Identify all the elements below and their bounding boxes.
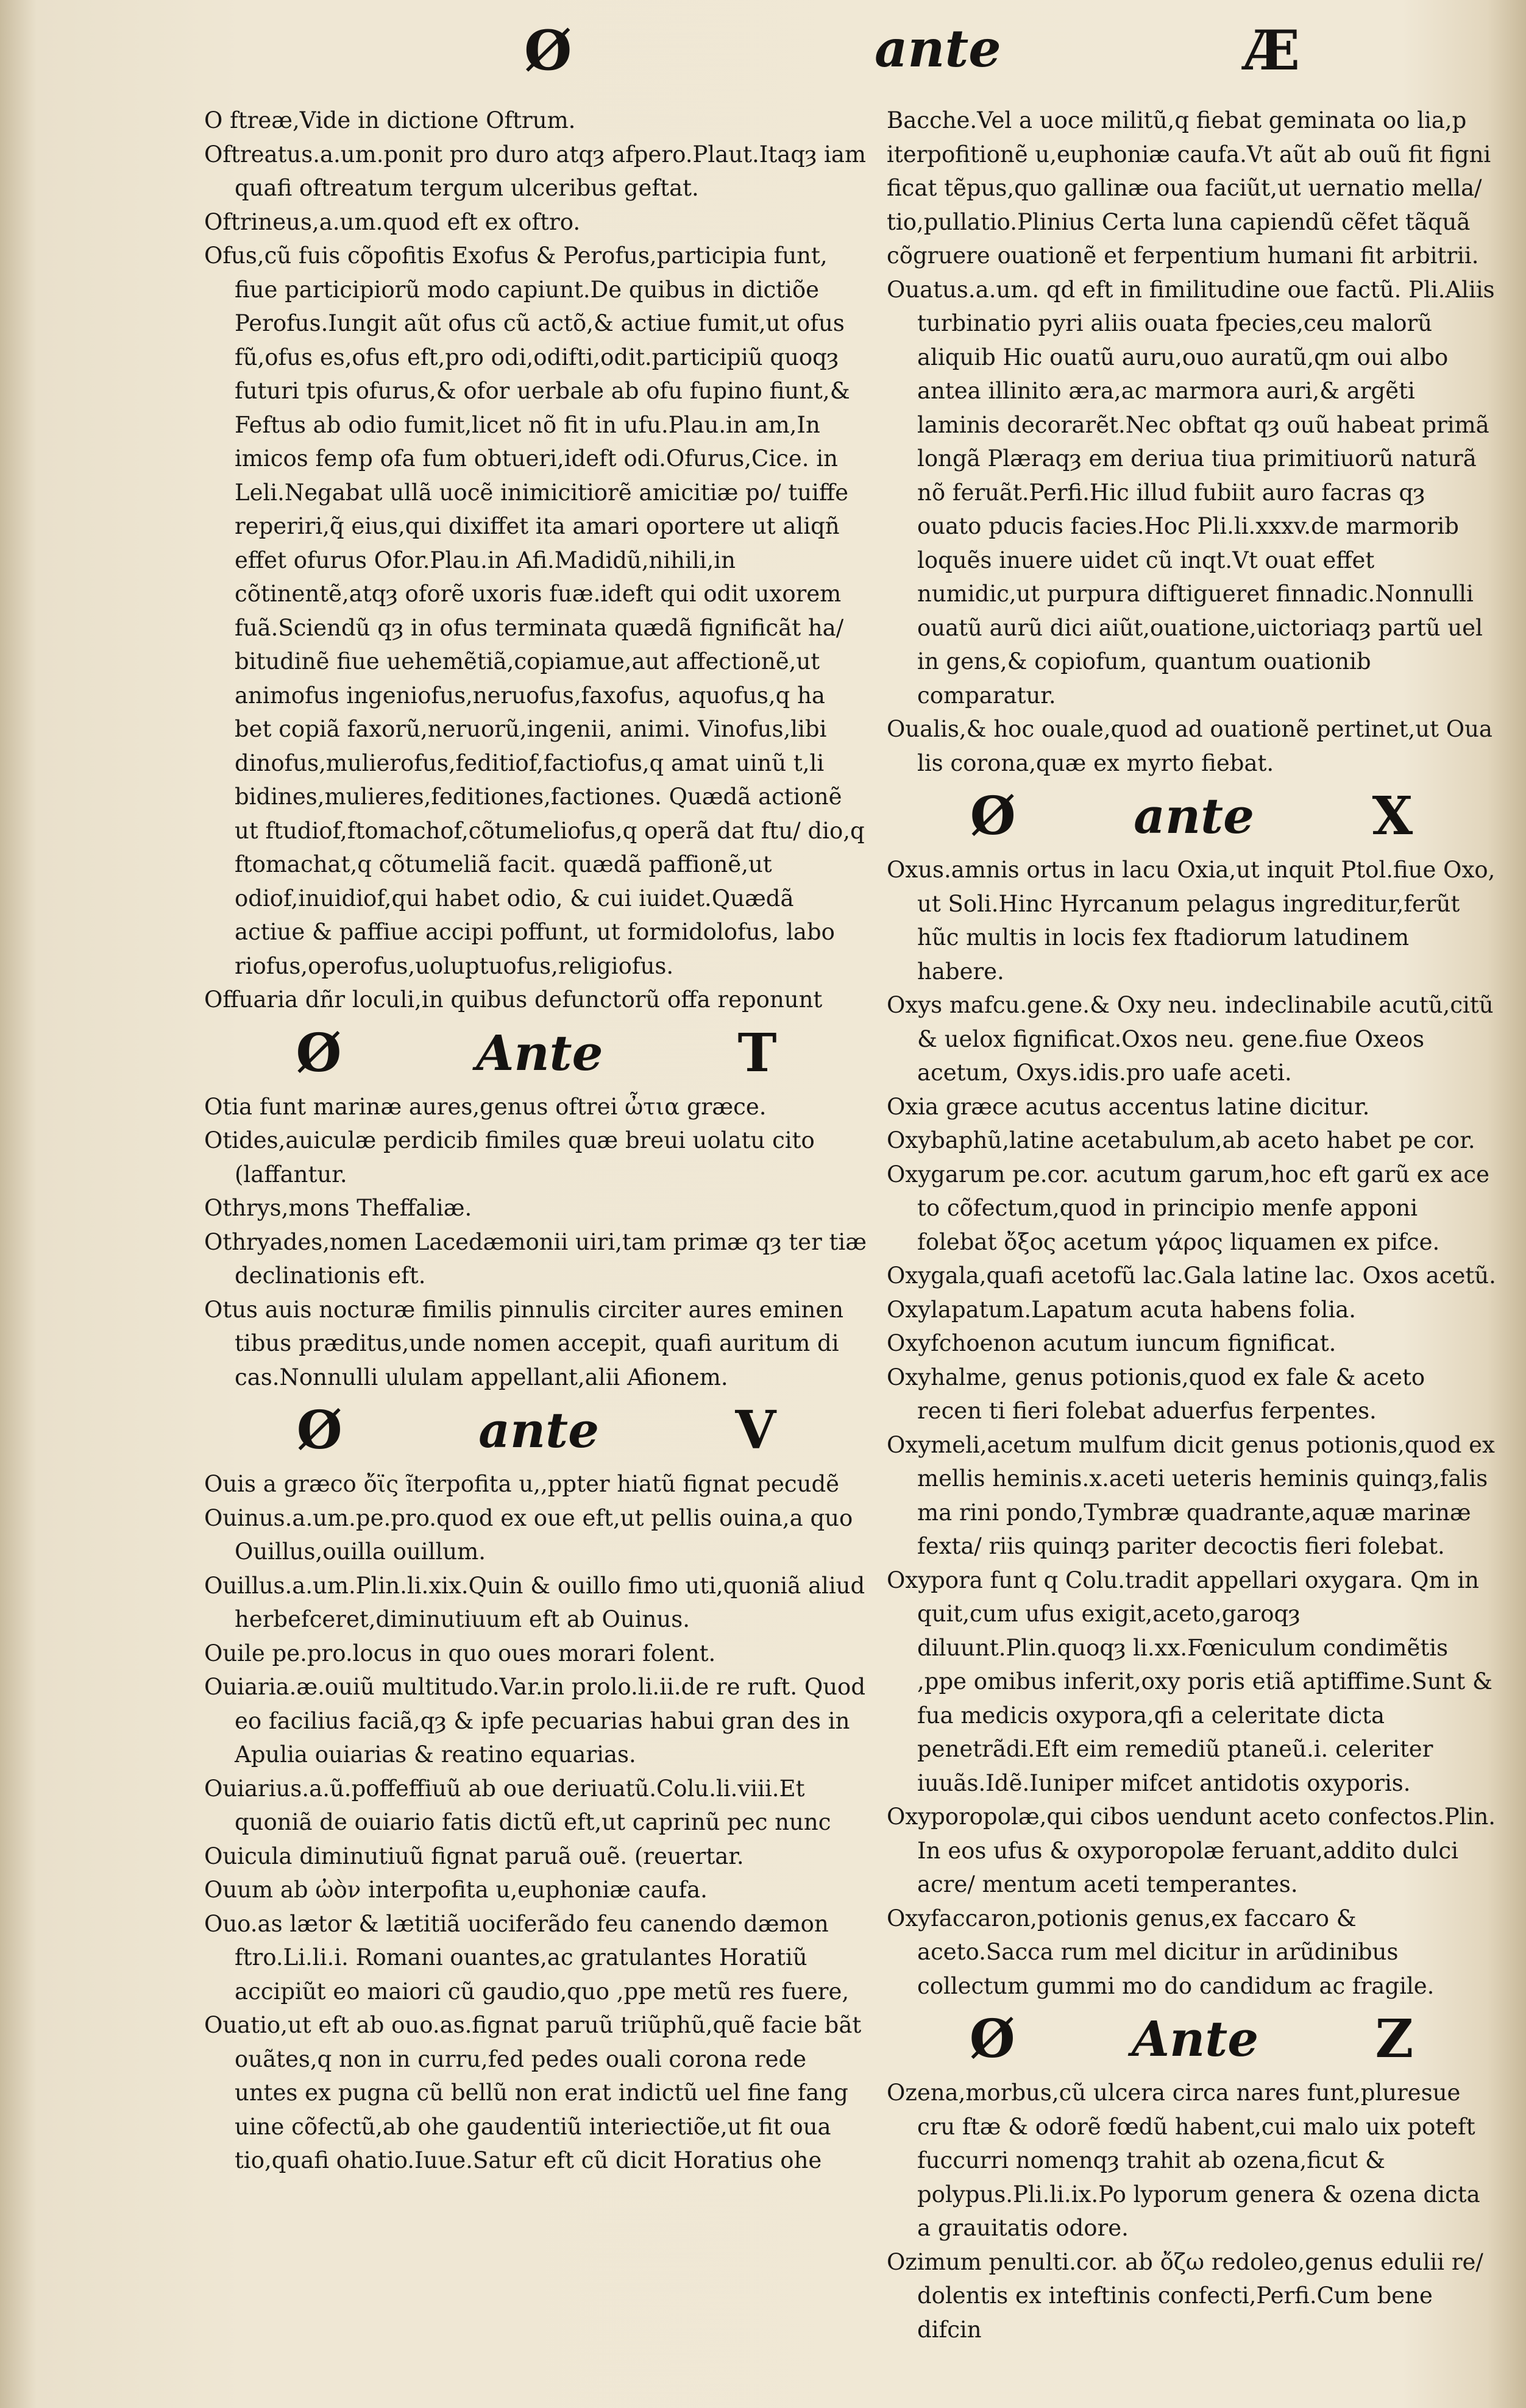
section-letter: Ø — [970, 785, 1016, 848]
section-letter: Ø — [969, 2008, 1015, 2070]
section-letter: Ø — [296, 1400, 342, 1462]
entry-text: Othryades,nomen Lacedæmonii uiri,tam primæ qȝ ter tiæ declinationis eft. — [204, 1228, 867, 1289]
entry-text: Ouinus.a.um.pe.pro.quod ex oue eft,ut pellis ouina,a quo Ouillus,ouilla ouillum. — [204, 1504, 853, 1565]
entry-text: Ouiarius.a.ũ.poffeffiuũ ab oue deriuatũ.Colu.li.viii.Et quoniã de ouiario fatis dictũ eft,ut caprinũ pec nunc — [204, 1775, 831, 1835]
entry-text: Ofus,cũ fuis cõpofitis Exofus & Perofus,participia funt, fiue participiorũ modo capiunt.De quibus in dictiõe Perofus.Iungit aũt ofus cũ actõ,& actiue fumit,ut ofus fũ,ofus es,ofus eft,pro odi,odifti,odit.participiũ quoqȝ futuri tpis ofurus,& ofor uerbale ab ofu fupino fiunt,& Feftus ab odio fumit,licet nõ fit in ufu.Plau.in am,In imicos femp ofa fum obtueri,ideft odi.Ofurus,Cice. in Leli.Negabat ullã uocẽ inimicitiorẽ amicitiæ po/ tuiffe reperiri,q̃ eius,qui dixiffet ita amari oportere ut aliqñ effet ofurus Ofor.Plau.in Afi.Madidũ,nihili,in cõtinentẽ,atqȝ oforẽ uxoris fuæ.ideft qui odit uxorem fuã.Sciendũ qȝ in ofus terminata quædã fignificãt ha/ bitudinẽ fiue uehemẽtiã,copiamue,aut affectionẽ,ut animofus ingeniofus,neruofus,faxofus, aquofus,q ha bet copiã faxorũ,neruorũ,ingenii, animi. Vinofus,libi dinofus,mulierofus,feditiof,factiofus,q amat uinũ t,li bidines,mulieres,feditiones,factiones. Quædã actionẽ ut ftudiof,ftomachof,cõtumeliofus,q operã dat ftu/ dio,q ftomachat,q cõtumeliã facit. quædã paffionẽ,ut odiof,inuidiof,qui habet odio, & cui iuidet.Quædã actiue & paffiue accipi poffunt, ut formidolofus, labo riofus,operofus,uoluptuofus,religiofus. — [204, 243, 865, 979]
entry-text: Oxyfaccaron,potionis genus,ex faccaro & aceto.Sacca rum mel dicitur in arũdinibus collectum gummi mo do candidum ac fragile. — [887, 1905, 1435, 1999]
entry-text: Oxygala,quafi acetofũ lac.Gala latine lac. Oxos acetũ. — [887, 1262, 1496, 1289]
header-center-word: ante — [875, 18, 1001, 79]
section-heading-oz — [887, 2003, 1496, 2076]
entry-text: Ozena,morbus,cũ ulcera circa nares funt,pluresue cru ftæ & odorẽ fœdũ habent,cui malo uix poteft fuccurri nomenqȝ trahit ab ozena,ficut & polypus.Pli.li.ix.Po lyporum genera & ozena dicta a grauitatis odore. — [887, 2080, 1480, 2241]
entry-text: Oxyfchoenon acutum iuncum fignificat. — [887, 1330, 1336, 1356]
entry-text: Oxyhalme, genus potionis,quod ex fale & aceto recen ti fieri folebat aduerfus ferpentes. — [887, 1364, 1425, 1424]
entry-text: O ftreæ,Vide in dictione Oftrum. — [204, 107, 576, 133]
entry-text: Ouum ab ὠὸν interpofita u,euphoniæ caufa. — [204, 1877, 708, 1903]
entry-text: Oxypora funt q Colu.tradit appellari oxygara. Qm in quit,cum ufus exigit,aceto,garoqȝ diluunt.Plin.quoqȝ li.xx.Fœniculum condimẽtis ,ppe omibus inferit,oxy poris etiã aptiffime.Sunt & fua medicis oxypora,qfi a celeritate dicta penetrãdi.Eft eim remediũ ptaneũ.i. celeriter iuuãs.Idẽ.Iuniper mifcet antidotis oxyporis. — [887, 1567, 1492, 1796]
header-left-glyph: Ø — [524, 18, 572, 83]
section-word: Ante — [476, 1024, 603, 1082]
section-word: Ante — [1132, 2010, 1259, 2068]
header-right-glyph: Æ — [1243, 18, 1301, 83]
entry-text: Offuaria dñr loculi,in quibus defunctorũ offa reponunt — [204, 986, 823, 1013]
left-column — [204, 104, 868, 2178]
right-column — [887, 104, 1496, 2346]
entry-text: Oxyporopolæ,qui cibos uendunt aceto confectos.Plin. In eos ufus & oxyporopolæ feruant,addito dulci acre/ mentum aceti temperantes. — [887, 1804, 1496, 1897]
section-letter: X — [1372, 785, 1413, 848]
section-heading-ou — [204, 1394, 868, 1467]
section-word: ante — [1134, 787, 1254, 845]
section-heading-ot — [204, 1017, 868, 1090]
section-word: ante — [478, 1401, 599, 1459]
entry-text: Ouillus.a.um.Plin.li.xix.Quin & ouillo fimo uti,quoniã aliud herbefceret,diminutiuum eft ab Ouinus. — [204, 1572, 865, 1632]
entry-text: Otia funt marinæ aures,genus oftrei ὦτια græce. — [204, 1093, 767, 1120]
entry-text: Ouicula diminutiuũ fignat paruã ouẽ. (reuertar. — [204, 1843, 744, 1869]
section-letter: Z — [1375, 2008, 1414, 2070]
entry-text: Oxus.amnis ortus in lacu Oxia,ut inquit Ptol.fiue Oxo, ut Soli.Hinc Hyrcanum pelagus ingreditur,ferũt hũc multis in locis fex ftadiorum latudinem habere. — [887, 857, 1496, 985]
entry-text: Oualis,& hoc ouale,quod ad ouationẽ pertinet,ut Oua lis corona,quæ ex myrto fiebat. — [887, 716, 1492, 776]
entry-text: Ouis a græco ὄϊς ĩterpofita u,,ppter hiatũ fignat pecudẽ — [204, 1471, 840, 1497]
entry-text: Oftrineus,a.um.quod eft ex oftro. — [204, 208, 581, 235]
entry-text: Oftreatus.a.um.ponit pro duro atqȝ afpero.Plaut.Itaqȝ iam quafi oftreatum tergum ulceribus geftat. — [204, 141, 866, 201]
section-letter: Ø — [296, 1022, 342, 1084]
entry-text: Ouatus.a.um. qd eft in fimilitudine oue factũ. Pli.Aliis turbinatio pyri aliis ouata fpecies,ceu malorũ aliquib Hic ouatũ auru,ouo auratũ,qm oui albo antea illinito æra,ac marmora auri,& argẽti laminis decorarẽt.Nec obftat qȝ ouũ habeat primã longã Plæraqȝ em deriua tiua primitiuorũ naturã nõ feruãt.Perfi.Hic illud fubiit auro facras qȝ ouato pducis facies.Hoc Pli.li.xxxv.de marmorib loquẽs inuere uidet cũ inqt.Vt ouat effet numidic,ut purpura diftigueret finnadic.Nonnulli ouatũ aurũ dici aiũt,ouatione,uictoriaqȝ partũ uel in gens,& copiofum, quantum ouationib comparatur. — [887, 276, 1495, 709]
entry-text: Oxylapatum.Lapatum acuta habens folia. — [887, 1296, 1357, 1323]
entry-text: Oxygarum pe.cor. acutum garum,hoc eft garũ ex ace to cõfectum,quod in principio menfe apponi folebat ὄξος acetum γάρος liquamen ex pifce. — [887, 1161, 1489, 1255]
entry-text: Oxybaphũ,latine acetabulum,ab aceto habet pe cor. — [887, 1127, 1475, 1153]
entry-text: Otus auis nocturæ fimilis pinnulis circiter aures eminen tibus præditus,unde nomen accepit, quafi auritum di cas.Nonnulli ululam appellant,alii Afionem. — [204, 1296, 844, 1390]
entry-text: Oxia græce acutus accentus latine dicitur. — [887, 1093, 1370, 1120]
entry-text: Ouo.as lætor & lætitiã uociferãdo feu canendo dæmon ftro.Li.li.i. Romani ouantes,ac gratulantes Horatiũ accipiũt eo maiori cũ gaudio,quo ,ppe metũ res fuere, — [204, 1910, 850, 2005]
section-letter: T — [737, 1022, 777, 1084]
entry-text: Oxys mafcu.gene.& Oxy neu. indeclinabile acutũ,citũ & uelox fignificat.Oxos neu. gene.fiue Oxeos acetum, Oxys.idis.pro uafe aceti. — [887, 992, 1494, 1086]
entry-text: Ozimum penulti.cor. ab ὄζω redoleo,genus edulii re/ dolentis ex inteftinis confecti,Perfi.Cum bene difcin — [887, 2248, 1483, 2343]
entry-text: Otides,auiculæ perdicib fimiles quæ breui uolatu cito (laffantur. — [204, 1127, 815, 1188]
section-heading-ox — [887, 780, 1496, 853]
entry-text: Ouatio,ut eft ab ouo.as.fignat paruũ triũphũ,quẽ facie bãt ouãtes,q non in curru,fed pedes ouali corona rede untes ex pugna cũ bellũ non erat indictũ uel fine fang uine cõfectũ,ab ohe gaudentiũ interiectiõe,ut fit oua tio,quafi ohatio.Iuue.Satur eft cũ dicit Horatius ohe — [204, 2012, 862, 2173]
entry-text: Bacche.Vel a uoce militũ,q fiebat geminata oo lia,p iterpofitionẽ u,euphoniæ caufa.Vt aũt ab ouũ fit figni ficat tẽpus,quo gallinæ oua faciũt,ut uernatio mella/ tio,pullatio.Plinius Certa luna capiendũ cẽfet tãquã cõgruere ouationẽ et ferpentium humani fit arbitrii. — [887, 107, 1491, 269]
entry-text: Oxymeli,acetum mulfum dicit genus potionis,quod ex mellis heminis.x.aceti ueteris heminis quinqȝ,falis ma rini pondo,Tymbræ quadrante,aquæ marinæ fexta/ riis quinqȝ pariter decoctis fieri folebat. — [887, 1431, 1495, 1559]
section-letter: V — [735, 1400, 776, 1462]
entry-text: Othrys,mons Theffaliæ. — [204, 1195, 472, 1221]
entry-text: Ouiaria.æ.ouiũ multitudo.Var.in prolo.li.ii.de re ruft. Quod eo facilius faciã,qȝ & ipfe pecuarias habui gran des in Apulia ouiarias & reatino equarias. — [204, 1674, 866, 1768]
entry-text: Ouile pe.pro.locus in quo oues morari folent. — [204, 1640, 716, 1666]
